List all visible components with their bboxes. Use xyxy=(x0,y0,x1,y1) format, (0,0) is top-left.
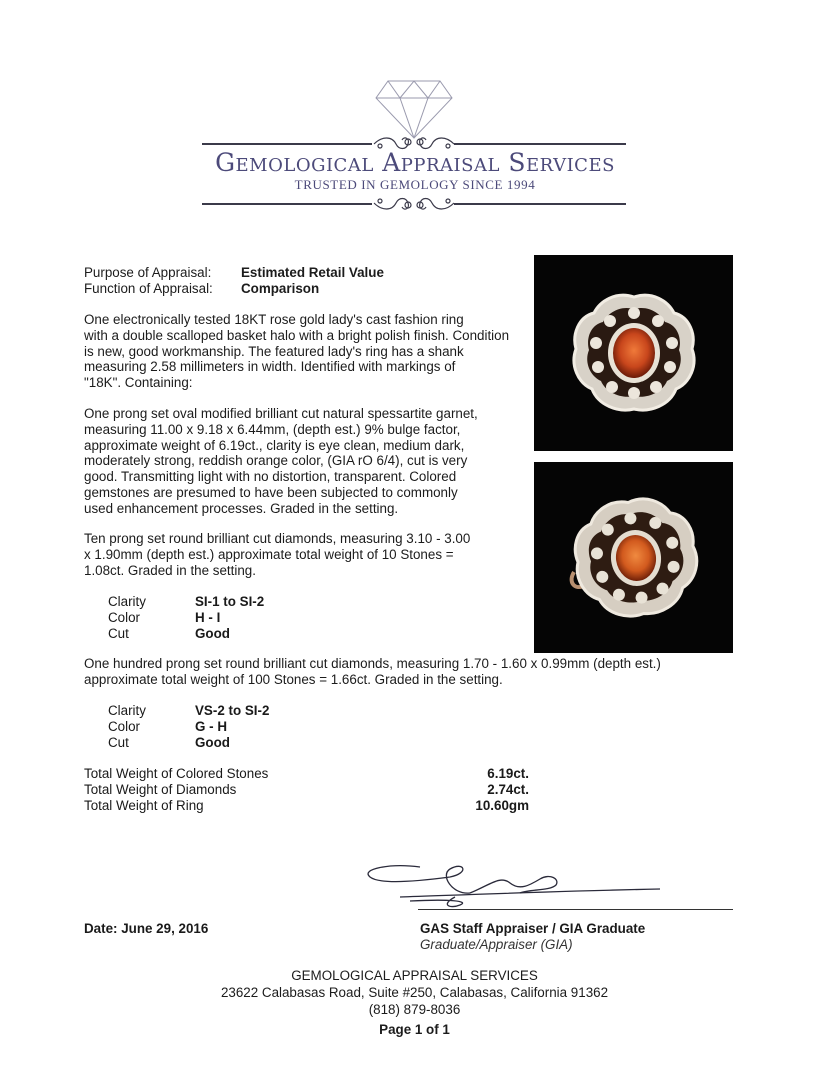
grade-label: Cut xyxy=(108,626,129,641)
text-line: One electronically tested 18KT rose gold lady's cast fashion ring xyxy=(84,312,464,327)
grade-label: Color xyxy=(108,610,140,625)
page-number: Page 1 of 1 xyxy=(379,1022,450,1037)
appraiser-subtitle: Graduate/Appraiser (GIA) xyxy=(420,937,573,952)
center-stone-description xyxy=(84,406,478,517)
text-line: used enhancement processes. Graded in the setting. xyxy=(84,500,399,516)
purpose-value: Estimated Retail Value xyxy=(241,265,384,280)
appraiser-signature xyxy=(360,855,680,915)
grade-label: Color xyxy=(108,719,140,734)
header-rule-bottom-left xyxy=(202,203,372,205)
text-line: approximate total weight of 100 Stones = 1.66ct. Graded in the setting. xyxy=(84,671,503,687)
grade-label: Clarity xyxy=(108,594,146,609)
ring-image xyxy=(534,462,733,653)
ring-description xyxy=(84,312,509,391)
function-value: Comparison xyxy=(241,281,320,296)
function-label: Function of Appraisal: xyxy=(84,281,213,296)
text-line: with a double scalloped basket halo with a bright polish finish. Condition xyxy=(84,327,510,343)
text-line: One prong set oval modified brilliant cut natural spessartite garnet, xyxy=(84,406,478,421)
total-diamonds-value: 2.74ct. xyxy=(487,782,529,797)
appraisal-date: Date: June 29, 2016 xyxy=(84,921,209,936)
total-ring-weight-value: 10.60gm xyxy=(475,798,529,813)
flourish-ornament-icon xyxy=(372,193,456,213)
grade-value: VS-2 to SI-2 xyxy=(195,703,270,718)
ring-image xyxy=(534,255,733,451)
text-line: moderately strong, reddish orange color, (GIA rO 6/4), cut is very xyxy=(84,453,468,469)
grade-value: SI-1 to SI-2 xyxy=(195,594,265,609)
text-line: "18K". Containing: xyxy=(84,375,193,391)
footer-phone: (818) 879-8036 xyxy=(368,1002,461,1017)
company-name: Gemological Appraisal Services xyxy=(215,148,615,177)
text-line: is new, good workmanship. The featured lady's ring has a shank xyxy=(84,343,464,359)
footer-company: GEMOLOGICAL APPRAISAL SERVICES xyxy=(291,968,538,983)
text-line: good. Transmitting light with no distortion, transparent. Colored xyxy=(84,469,457,485)
text-line: gemstones are presumed to have been subjected to commonly xyxy=(84,484,458,500)
ten-diamonds-description xyxy=(84,531,470,578)
total-diamonds-label: Total Weight of Diamonds xyxy=(84,782,237,797)
header-rule-top-right xyxy=(454,143,626,145)
ring-photo-angled-view xyxy=(534,462,733,653)
grade-label: Cut xyxy=(108,735,129,750)
total-colored-stones-value: 6.19ct. xyxy=(487,766,529,781)
signature-line xyxy=(418,909,733,910)
header-rule-top-left xyxy=(202,143,372,145)
total-ring-weight-label: Total Weight of Ring xyxy=(84,798,204,813)
text-line: x 1.90mm (depth est.) approximate total weight of 10 Stones = xyxy=(84,546,454,562)
grade-value: H - I xyxy=(195,610,221,625)
diamond-icon xyxy=(374,78,454,140)
text-line: approximate weight of 6.19ct., clarity is eye clean, medium dark, xyxy=(84,437,465,453)
text-line: 1.08ct. Graded in the setting. xyxy=(84,562,256,578)
appraiser-title: GAS Staff Appraiser / GIA Graduate xyxy=(420,921,646,936)
grade-value: Good xyxy=(195,626,230,641)
header-rule-bottom-right xyxy=(454,203,626,205)
grade-value: Good xyxy=(195,735,230,750)
footer-address: 23622 Calabasas Road, Suite #250, Calabasas, California 91362 xyxy=(220,985,609,1000)
total-colored-stones-label: Total Weight of Colored Stones xyxy=(84,766,269,781)
company-tagline: TRUSTED IN GEMOLOGY SINCE 1994 xyxy=(294,177,536,192)
grade-label: Clarity xyxy=(108,703,146,718)
text-line: One hundred prong set round brilliant cut diamonds, measuring 1.70 - 1.60 x 0.99mm (depth est.) xyxy=(84,656,661,671)
text-line: Ten prong set round brilliant cut diamonds, measuring 3.10 - 3.00 xyxy=(84,531,471,546)
ring-photo-top-view xyxy=(534,255,733,451)
grade-value: G - H xyxy=(195,719,227,734)
purpose-label: Purpose of Appraisal: xyxy=(84,265,212,280)
text-line: measuring 2.58 millimeters in width. Identified with markings of xyxy=(84,359,456,375)
text-line: measuring 11.00 x 9.18 x 6.44mm, (depth est.) 9% bulge factor, xyxy=(84,421,461,437)
hundred-diamonds-description xyxy=(84,656,661,688)
